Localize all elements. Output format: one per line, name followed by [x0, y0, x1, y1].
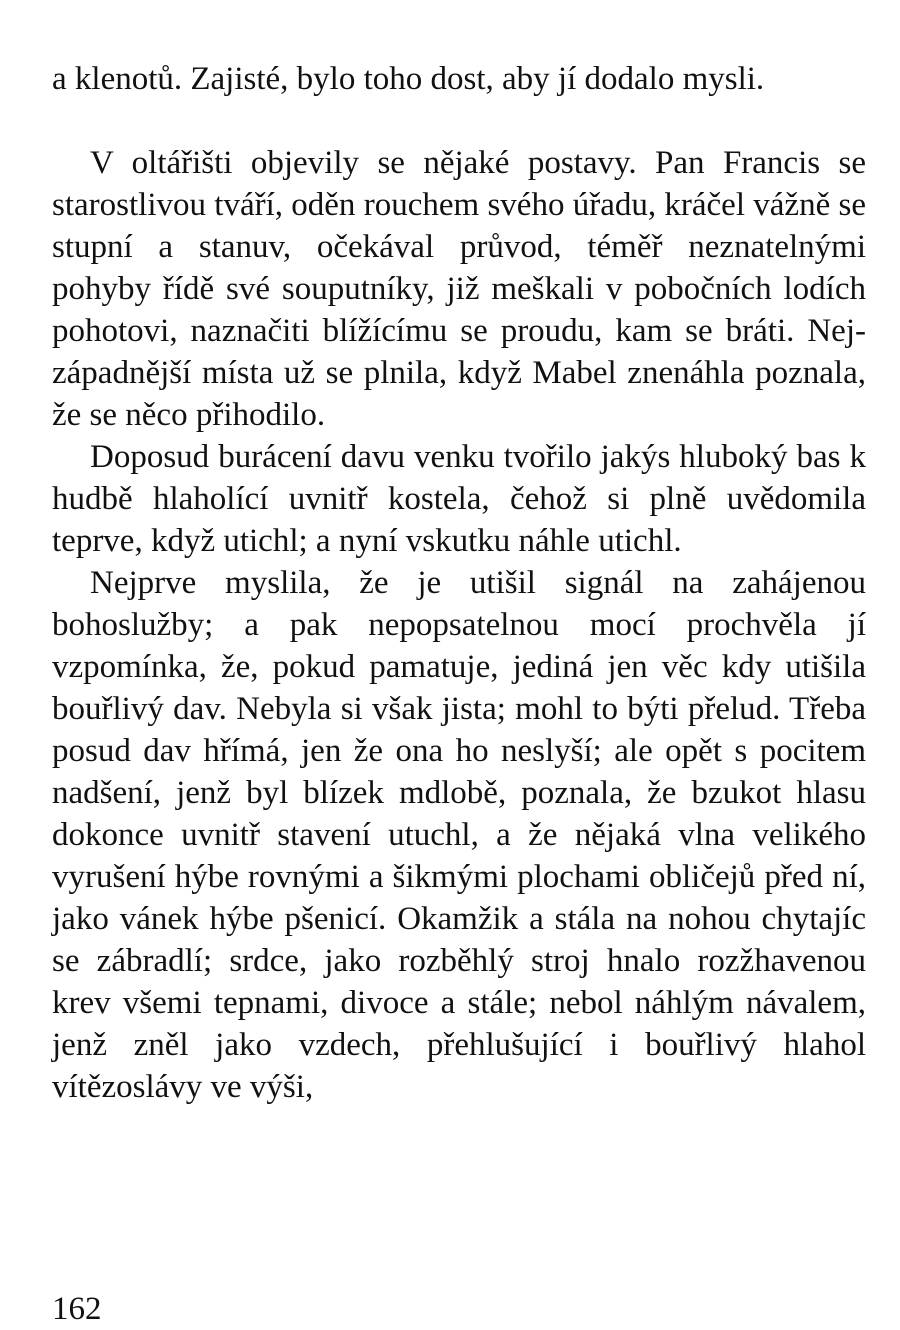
page-number: 162 [52, 1291, 102, 1327]
paragraph-gap [52, 100, 866, 142]
paragraph: Nejprve myslila, že je utišil signál na zahájenou bohoslužby; a pak nepopsatelnou mocí prochvěla jí vzpomínka, že, pokud pamatuje, jediná jen věc kdy utišila bouřlivý dav. Nebyla si však jista; mohl to býti přelud. Třeba posud dav hřímá, jen že ona ho neslyší; ale opět s pocitem nadšení, jenž byl blízek mdlobě, poznala, že bzukot hlasu dokonce uvnitř stavení utuchl, a že nějaká vlna velikého vyrušení hýbe rovnými a šikmými plochami obličejů před ní, jako vánek hýbe pšenicí. Okamžik a stála na nohou chytajíc se zábradlí; srdce, jako rozběhlý stroj hnalo rozžhavenou krev všemi tepnami, divoce a stále; nebol náhlým návalem, jenž zněl jako vzdech, přehlušující i bouřlivý hlahol vítězoslávy ve výši, [52, 565, 866, 1105]
page-body [52, 58, 866, 1108]
paragraph-continuation: a klenotů. Zajisté, bylo toho dost, aby jí dodalo mysli. [52, 61, 765, 97]
paragraph: Doposud burácení davu venku tvořilo jakýs hluboký bas k hudbě hlaholící uvnitř kostela, čehož si plně uvědomila teprve, když utichl; a nyní vskutku náhle utichl. [52, 439, 866, 559]
paragraph: V oltářišti objevily se nějaké postavy. Pan Francis se starostlivou tváří, oděn rouchem svého úřadu, kráčel vážně se stupní a stanuv, očekával průvod, téměř neznatelnými pohyby řídě své souputníky, již meškali v pobočních lodích pohotovi, naznačiti blížícímu se proudu, kam se bráti. Nejzápadnější místa už se plnila, když Mabel znenáhla poznala, že se něco přihodilo. [52, 145, 866, 433]
